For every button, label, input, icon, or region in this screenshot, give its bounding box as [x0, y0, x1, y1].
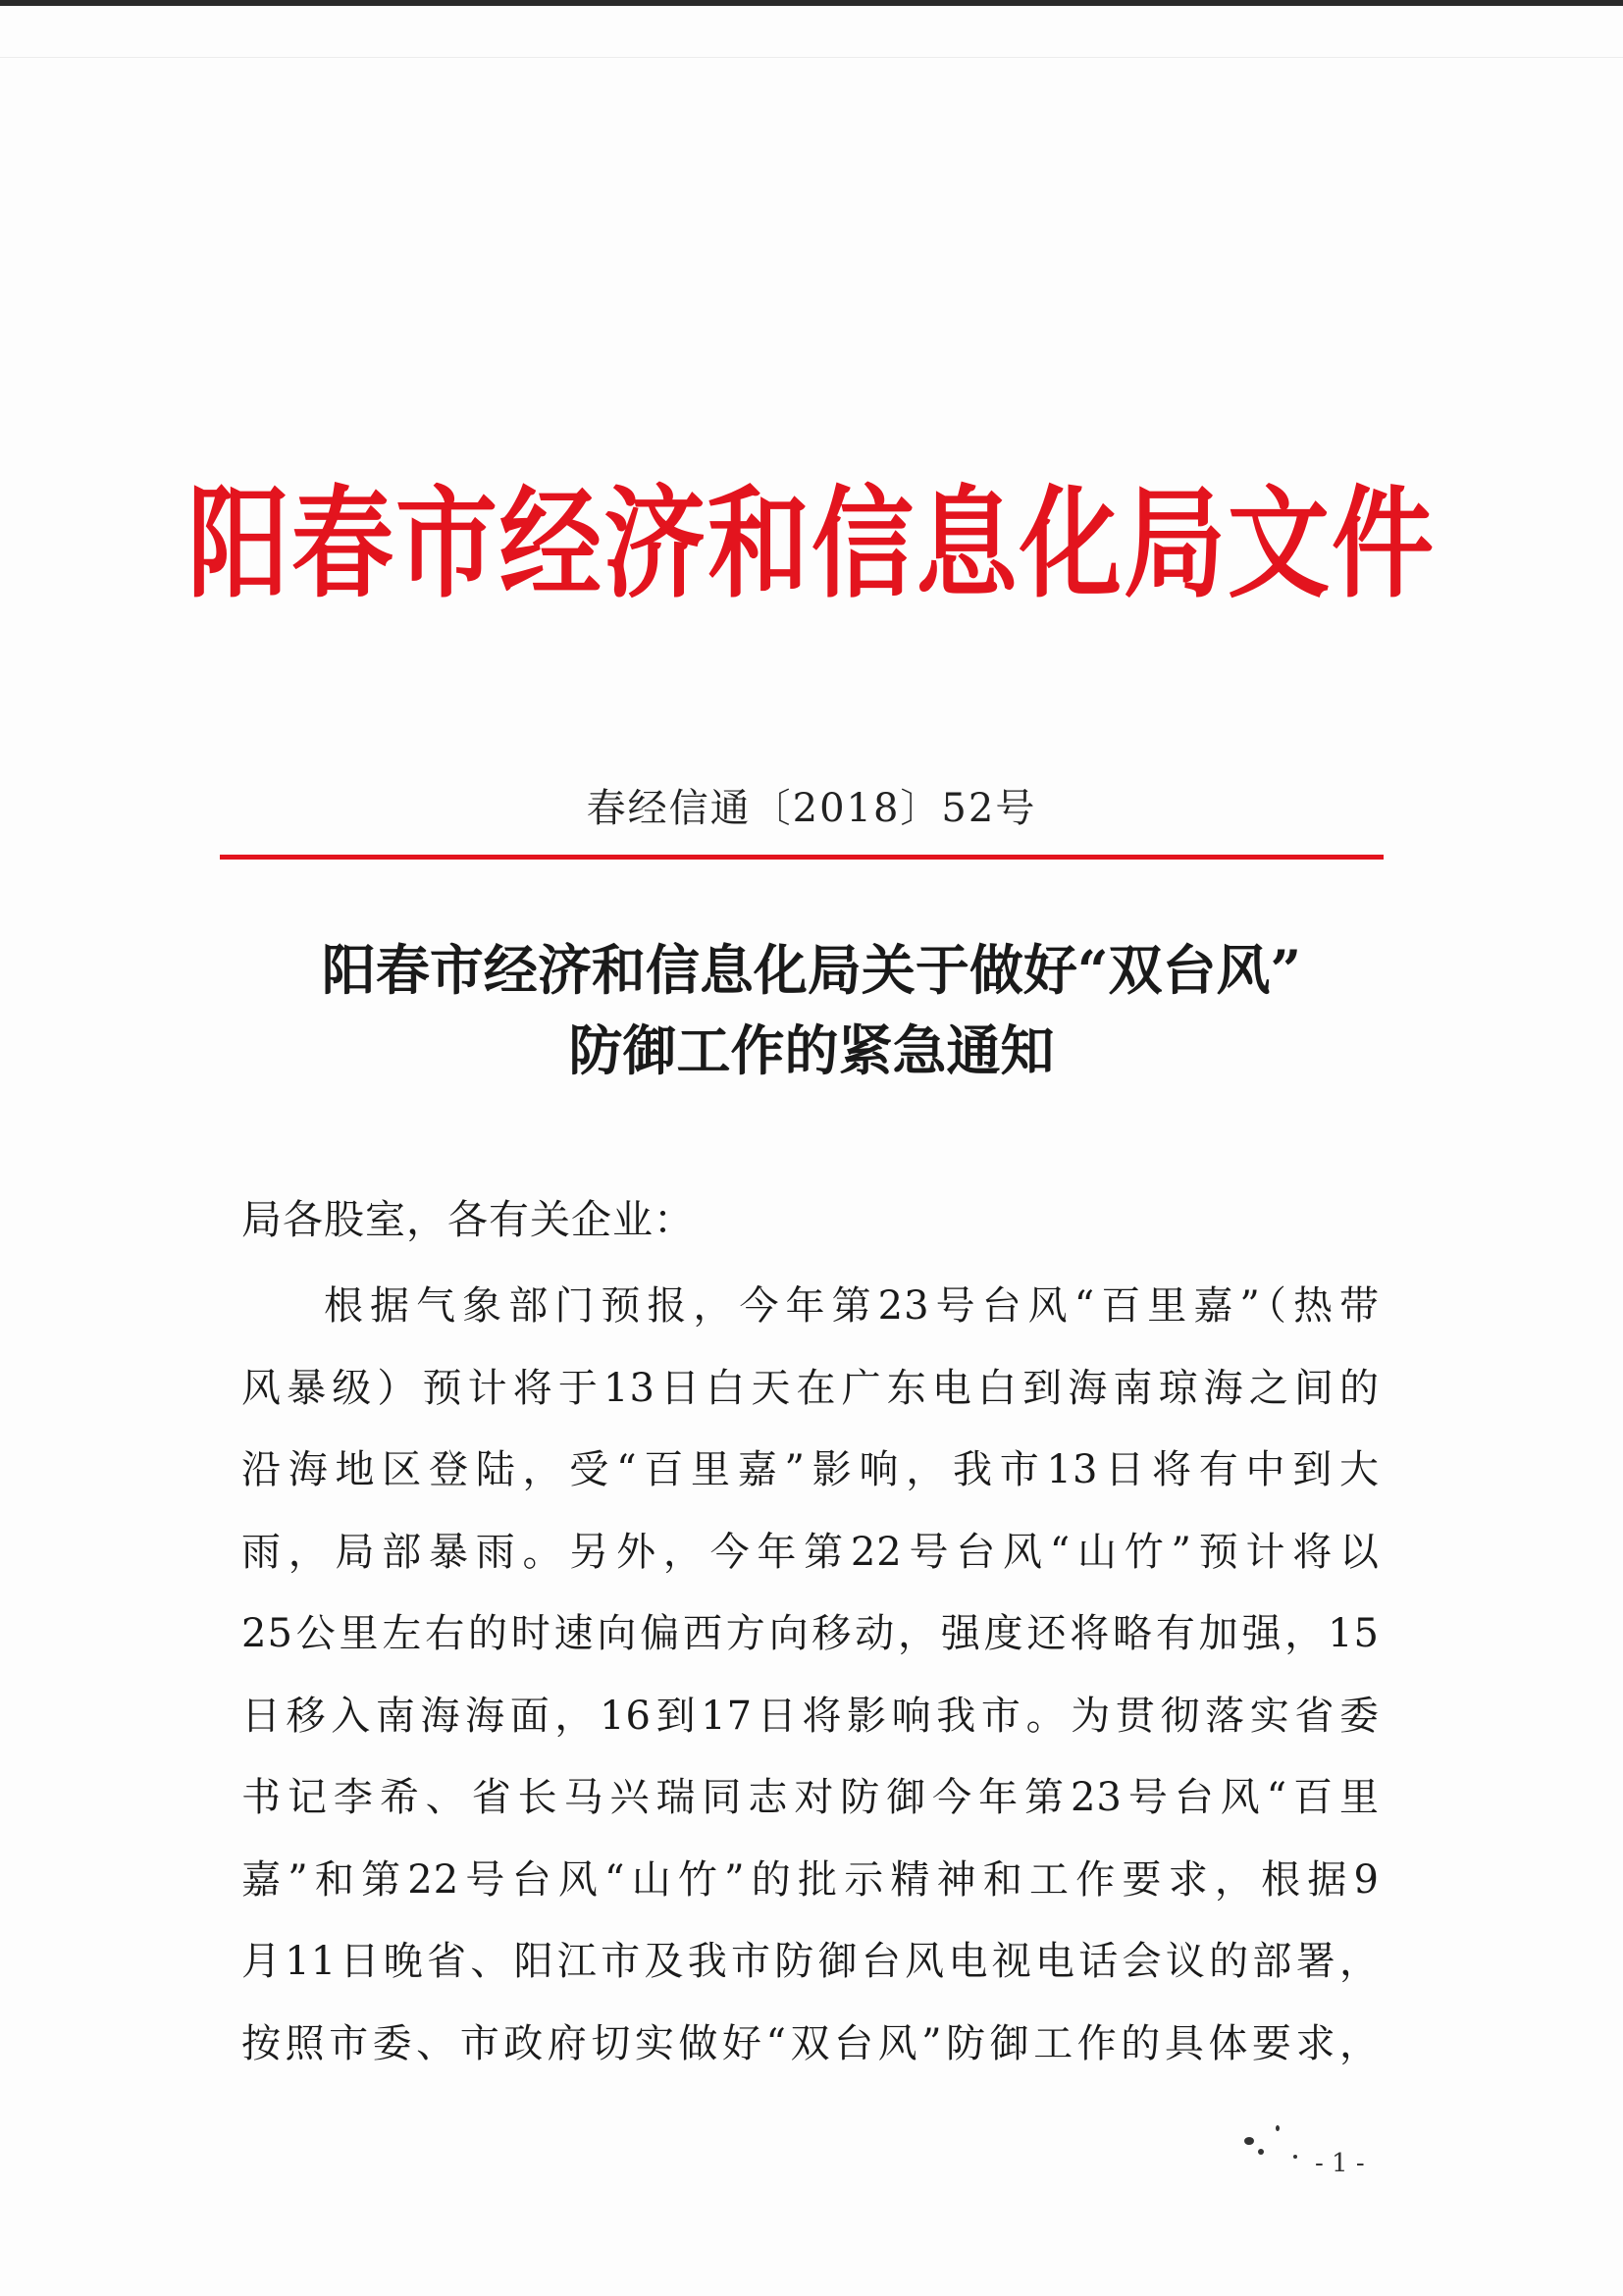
body-paragraph	[241, 1266, 1380, 2085]
body-line: 按照市委、市政府切实做好“双台风”防御工作的具体要求，	[241, 2020, 1380, 2066]
body-line: 沿海地区登陆，受“百里嘉”影响，我市13日将有中到大	[241, 1447, 1380, 1492]
scan-speck	[1276, 2125, 1280, 2131]
document-title	[0, 930, 1623, 1091]
document-masthead: 阳春市经济和信息化局文件	[186, 473, 1436, 615]
body-line: 书记李希、省长马兴瑞同志对防御今年第23号台风“百里	[241, 1775, 1380, 1820]
scan-top-border	[0, 0, 1623, 6]
scan-speck	[1258, 2149, 1264, 2155]
body-line: 月11日晚省、阳江市及我市防御台风电视电话会议的部署，	[241, 1939, 1380, 1984]
title-line-2: 防御工作的紧急通知	[568, 1018, 1055, 1082]
body-line: 根据气象部门预报，今年第23号台风“百里嘉”（热带	[324, 1283, 1380, 1329]
red-divider-rule	[220, 855, 1384, 860]
scan-artifact-line	[0, 57, 1623, 58]
body-line: 风暴级）预计将于13日白天在广东电白到海南琼海之间的	[241, 1365, 1380, 1411]
title-line-1: 阳春市经济和信息化局关于做好“双台风”	[321, 938, 1302, 1002]
body-line: 嘉”和第22号台风“山竹”的批示精神和工作要求，根据9	[241, 1856, 1380, 1903]
body-line: 日移入南海海面，16到17日将影响我市。为贯彻落实省委	[241, 1693, 1380, 1739]
body-line: 雨，局部暴雨。另外，今年第22号台风“山竹”预计将以	[241, 1529, 1380, 1575]
scan-speck	[1293, 2155, 1297, 2159]
document-number: 春经信通〔2018〕52号	[586, 786, 1037, 831]
scan-speck	[1244, 2137, 1254, 2145]
body-line: 25公里左右的时速向偏西方向移动，强度还将略有加强，15	[241, 1611, 1380, 1656]
page-number: - 1 -	[1315, 2149, 1365, 2178]
salutation: 局各股室，各有关企业：	[241, 1196, 695, 1243]
